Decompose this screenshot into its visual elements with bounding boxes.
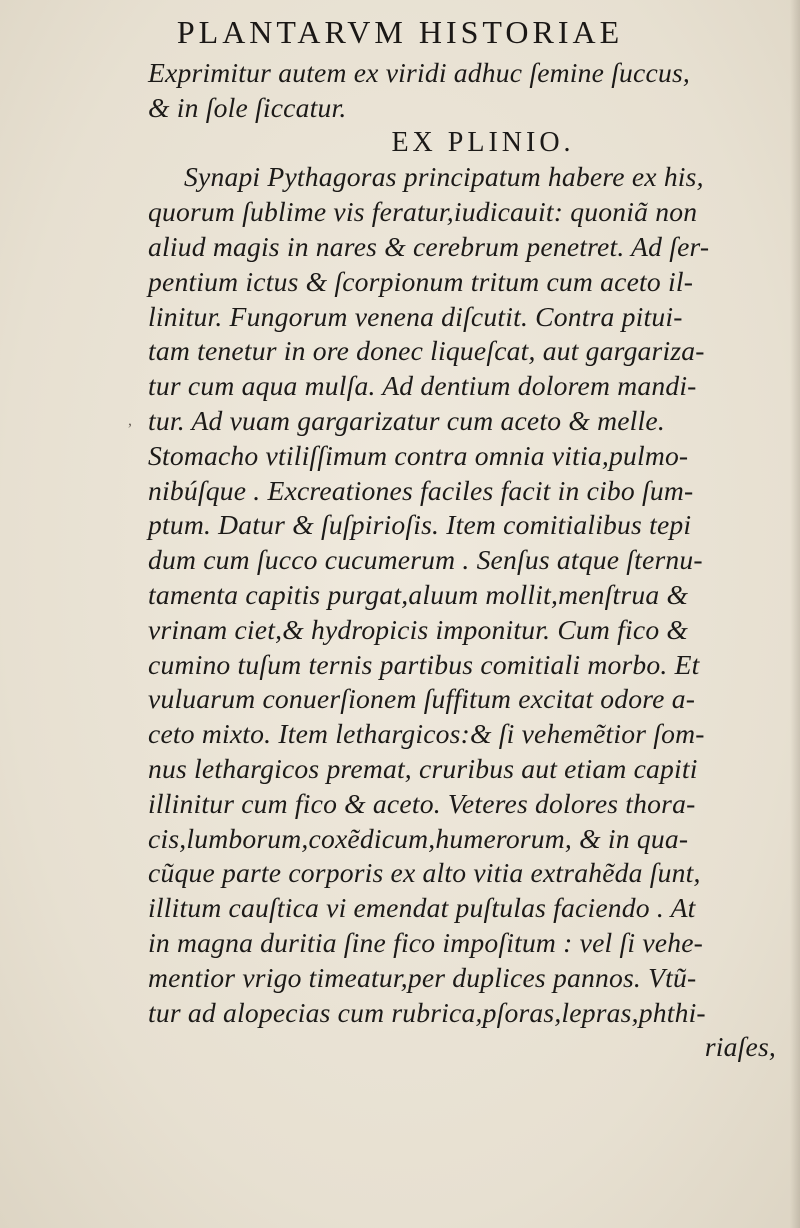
text-line: tam tenetur in ore donec liqueſcat, aut gargariza- [148, 335, 705, 367]
text-line: ceto mixto. Item lethargicos:& ſi vehemẽtior ſom- [148, 718, 705, 750]
text-block [148, 56, 788, 1065]
text-line: cũque parte corporis ex alto vitia extrahẽda ſunt, [148, 857, 701, 889]
text-line: quorum ſublime vis feratur,iudicauit: quoniã non [148, 196, 698, 228]
page-edge-shadow [790, 0, 800, 1228]
running-header: PLANTARVM HISTORIAE [176, 14, 624, 50]
text-line: ptum. Datur & ſuſpirioſis. Item comitialibus tepi [148, 509, 692, 541]
margin-mark: , [128, 412, 132, 429]
text-line: cis,lumborum,coxẽdicum,humerorum, & in qua- [148, 822, 689, 854]
text-line: nibúſque . Excreationes faciles facit in cibo ſum- [148, 474, 694, 506]
text-line: mentior vrigo timeatur,per duplices pannos. Vtũ- [148, 961, 697, 993]
text-line: Stomacho vtiliſſimum contra omnia vitia,pulmo- [148, 439, 689, 471]
text-line: in magna duritia ſine fico impoſitum : vel ſi vehe- [148, 926, 704, 958]
text-line: tur ad alopecias cum rubrica,pſoras,lepras,phthi- [148, 996, 706, 1028]
text-line: Exprimitur autem ex viridi adhuc ſemine ſuccus, [148, 57, 690, 88]
text-line: & in ſole ſiccatur. [148, 91, 347, 123]
text-line: nus lethargicos premat, cruribus aut etiam capiti [148, 752, 698, 784]
text-line: vuluarum conuerſionem ſuffitum excitat odore a- [148, 683, 696, 715]
text-line: cumino tuſum ternis partibus comitiali morbo. Et [148, 648, 700, 680]
text-line: linitur. Fungorum venena diſcutit. Contra pitui- [148, 300, 683, 332]
text-line: illinitur cum fico & aceto. Veteres dolores thora- [148, 787, 696, 819]
text-line: Synapi Pythagoras principatum habere ex his, [184, 161, 704, 193]
section-title: EX PLINIO. [391, 126, 575, 158]
text-line: illitum cauſtica vi emendat puſtulas faciendo . At [148, 892, 696, 924]
text-line: aliud magis in nares & cerebrum penetret. Ad ſer- [148, 230, 710, 262]
text-line: tamenta capitis purgat,aluum mollit,menſtrua & [148, 578, 689, 610]
catchword: riaſes, [704, 1031, 776, 1063]
text-line: dum cum ſucco cucumerum . Senſus atque ſternu- [148, 544, 703, 576]
text-line: tur cum aqua mulſa. Ad dentium dolorem mandi- [148, 370, 697, 402]
text-line: pentium ictus & ſcorpionum tritum cum aceto il- [148, 265, 694, 297]
text-line: vrinam ciet,& hydropicis imponitur. Cum fico & [148, 613, 689, 645]
text-line: tur. Ad vuam gargarizatur cum aceto & melle. [148, 404, 665, 436]
